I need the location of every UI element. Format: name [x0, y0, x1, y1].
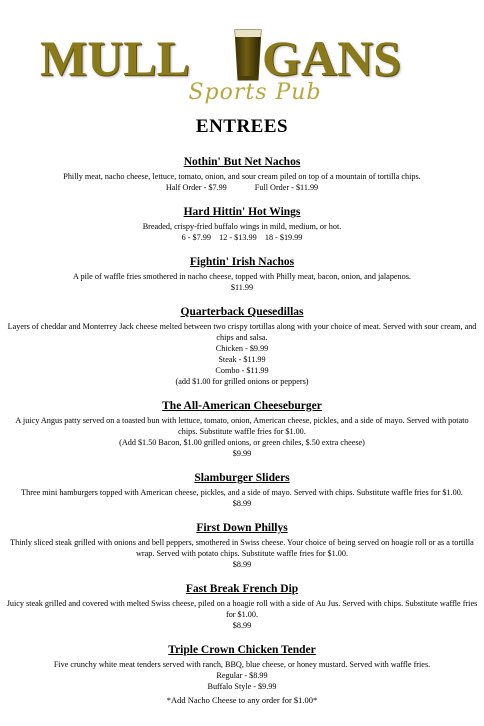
- item-name: Fast Break French Dip: [185, 583, 299, 595]
- item-description: Three mini hamburgers topped with American cheese, pickles, and a side of mayo. Served with chips. Substitute waffle fries for $1.00.: [21, 488, 463, 497]
- menu-item: [6, 205, 478, 243]
- item-prices: [6, 232, 478, 243]
- item-prices: [6, 182, 478, 193]
- footnote: *Add Nacho Cheese to any order for $1.00*: [166, 695, 318, 705]
- item-price: $8.99: [232, 621, 252, 630]
- item-price: Chicken - $9.99: [215, 344, 269, 353]
- logo-tagline: Sports Pub: [188, 80, 322, 105]
- item-name: First Down Phillys: [196, 522, 288, 534]
- item-name: Triple Crown Chicken Tender: [168, 644, 316, 656]
- item-price: Half Order - $7.99: [165, 183, 227, 192]
- item-price: $11.99: [230, 283, 254, 292]
- item-name: The All-American Cheeseburger: [162, 400, 322, 412]
- menu-item: [6, 582, 478, 631]
- item-description: Layers of cheddar and Monterrey Jack cheese melted between two crispy tortillas along with your choice of meat. Served with sour cream, and chips and salsa.: [7, 322, 477, 342]
- item-price: 12 - $13.99: [219, 233, 257, 242]
- item-price: Combo - $11.99: [215, 366, 269, 375]
- menu-item: [6, 399, 478, 459]
- item-description: Philly meat, nacho cheese, lettuce, tomato, onion, and sour cream piled on top of a mountain of tortilla chips.: [63, 172, 421, 181]
- item-name: Nothin' But Net Nachos: [183, 156, 301, 168]
- menu-item: [6, 521, 478, 570]
- item-note: (add $1.00 for grilled onions or peppers): [175, 377, 309, 386]
- item-price: Regular - $8.99: [216, 671, 268, 680]
- pint-glass-icon: [232, 28, 264, 82]
- item-name: Hard Hittin' Hot Wings: [183, 206, 301, 218]
- item-price: $9.99: [232, 449, 252, 458]
- item-price: Steak - $11.99: [218, 355, 266, 364]
- logo-word-right: GANS: [262, 30, 401, 86]
- menu-item: [6, 643, 478, 692]
- item-description: Five crunchy white meat tenders served with ranch, BBQ, blue cheese, or honey mustard. Served with waffle fries.: [53, 660, 431, 669]
- menu-item: [6, 305, 478, 387]
- item-name: Fightin' Irish Nachos: [189, 256, 295, 268]
- item-name: Slamburger Sliders: [194, 472, 290, 484]
- item-price: $8.99: [232, 499, 252, 508]
- item-name: Quarterback Quesedillas: [180, 306, 304, 318]
- item-description: Breaded, crispy-fried buffalo wings in mild, medium, or hot.: [142, 222, 342, 231]
- menu-item: [6, 255, 478, 293]
- item-price: Buffalo Style - $9.99: [207, 682, 277, 691]
- menu-item: [6, 155, 478, 193]
- item-description: A juicy Angus patty served on a toasted bun with lettuce, tomato, onion, American cheese, pickles, and a side of mayo. Served with potato chips. Substitute waffle fries for $1.00.: [15, 416, 469, 436]
- item-description: Juicy steak grilled and covered with melted Swiss cheese, piled on a hoagie roll with a side of Au Jus. Served with chips. Substitute waffle fries for $1.00.: [6, 599, 478, 619]
- item-price: 18 - $19.99: [264, 233, 303, 242]
- item-note: (Add $1.50 Bacon, $1.00 grilled onions, or green chiles, $.50 extra cheese): [119, 438, 365, 447]
- item-description: A pile of waffle fries smothered in nacho cheese, topped with Philly meat, bacon, onion, and jalapenos.: [73, 272, 411, 281]
- menu-list: [6, 155, 478, 704]
- page-title: ENTREES: [195, 116, 289, 137]
- item-price: Full Order - $11.99: [254, 183, 319, 192]
- menu-item: [6, 471, 478, 509]
- logo-word-left: MULL: [40, 30, 190, 86]
- mulligans-logo: [40, 26, 444, 106]
- item-description: Thinly sliced steak grilled with onions and bell peppers, smothered in Swiss cheese. Your choice of being served on hoagie roll or as a tortilla wrap. Served with potato chips. Substitute waffle fries for $1.00.: [10, 538, 474, 558]
- item-price: 6 - $7.99: [181, 233, 211, 242]
- item-price: $8.99: [232, 560, 252, 569]
